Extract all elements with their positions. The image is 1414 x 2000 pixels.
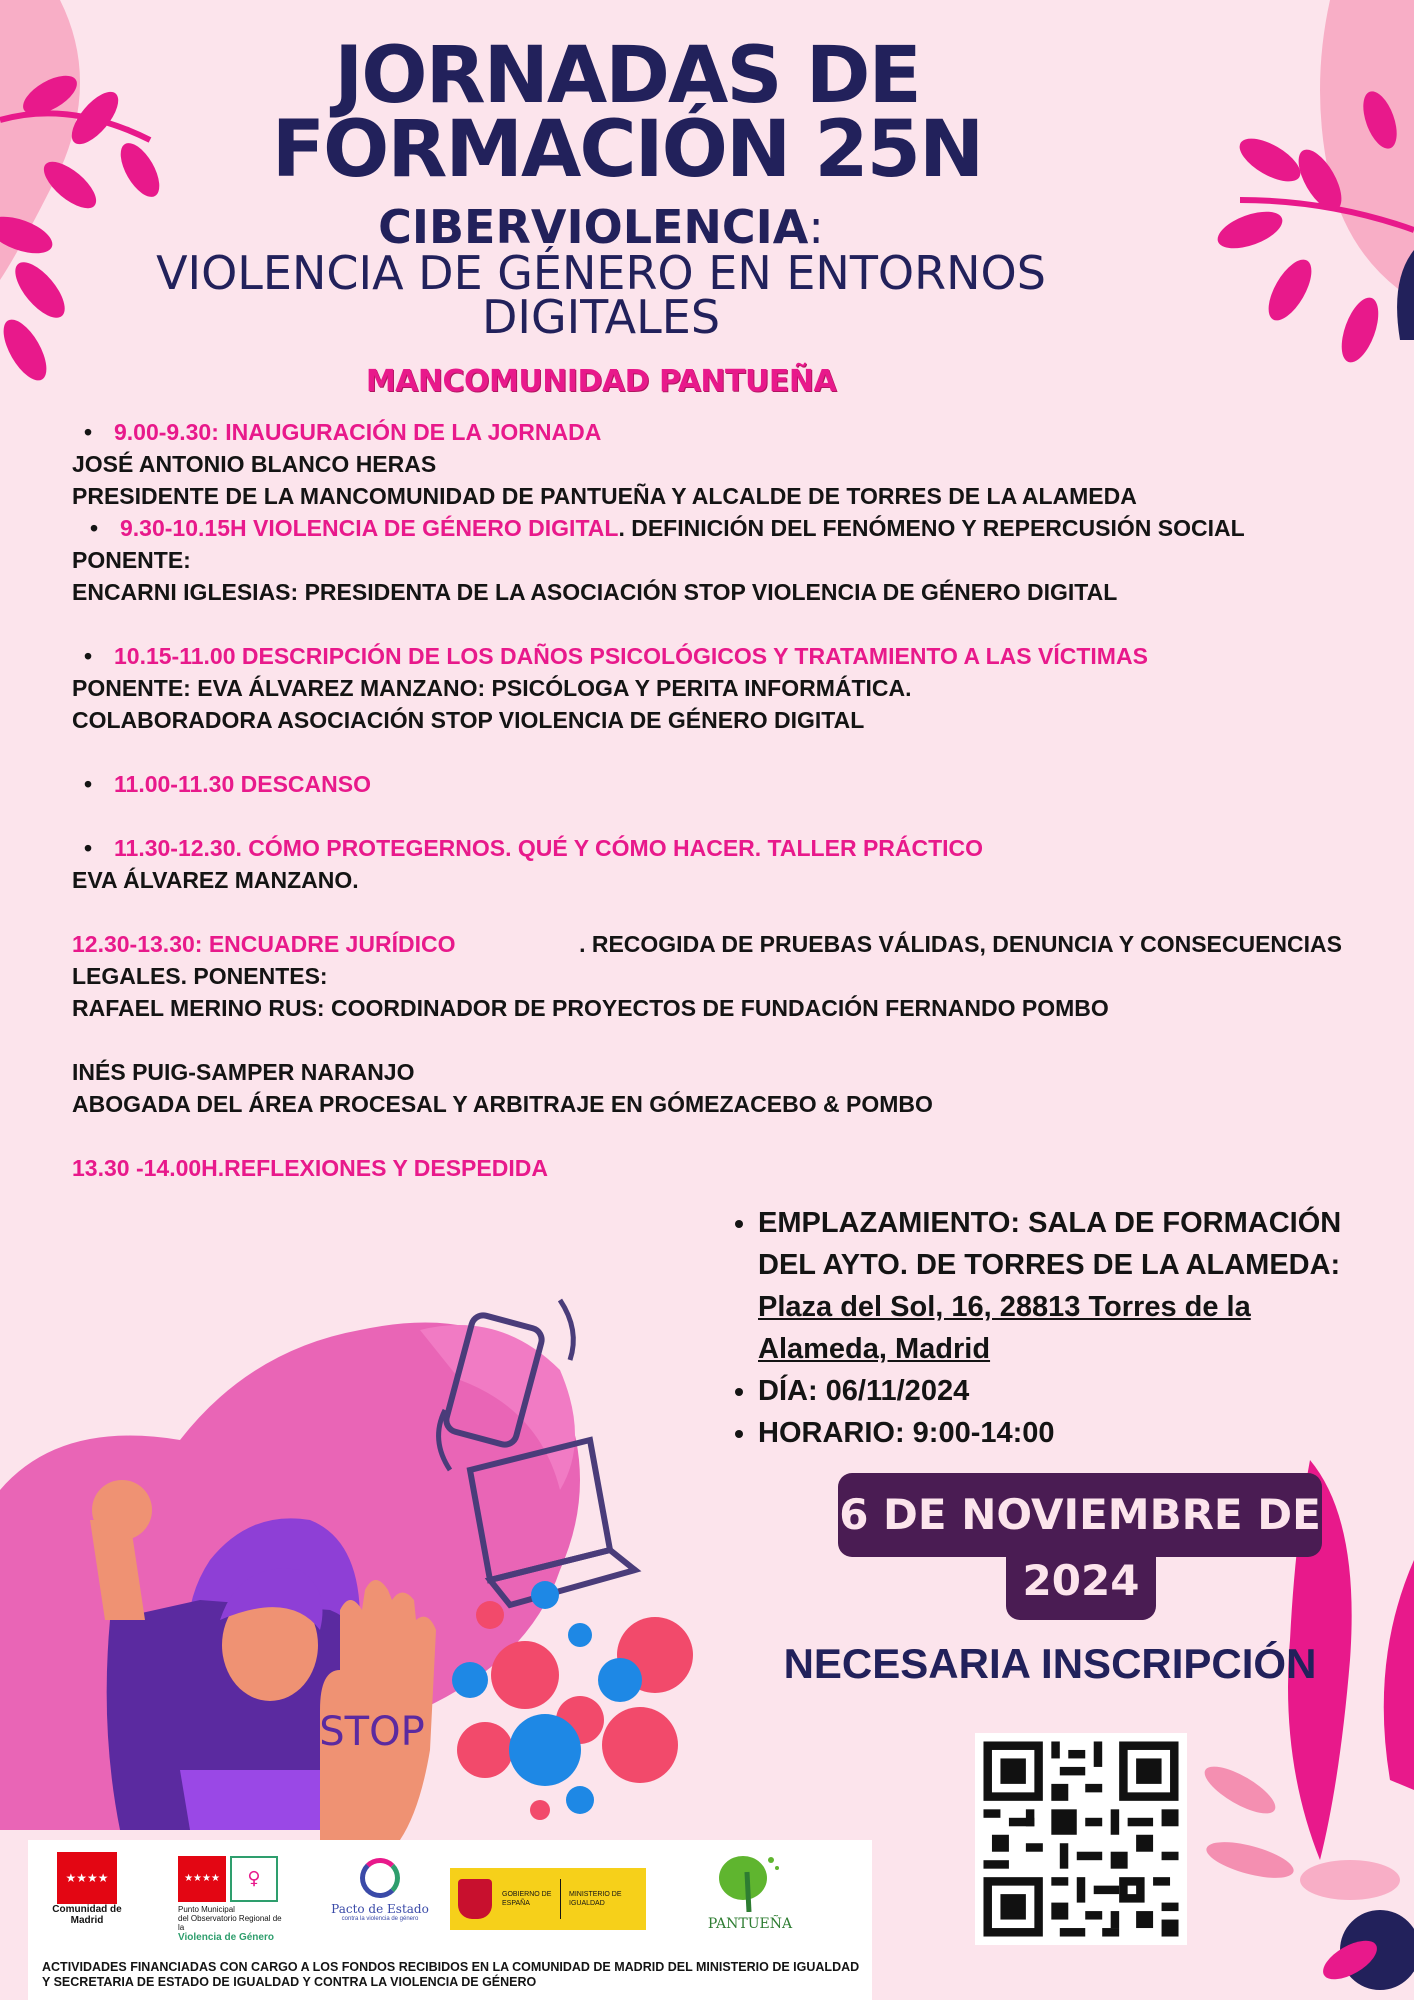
session-5-line-1: EVA ÁLVAREZ MANZANO. xyxy=(72,867,359,893)
session-2-rest: . DEFINICIÓN DEL FENÓMENO Y REPERCUSIÓN SOCIAL xyxy=(618,515,1245,541)
session-1-title: • 9.00-9.30: INAUGURACIÓN DE LA JORNADA xyxy=(114,416,601,448)
subtitle-colon: : xyxy=(808,200,824,254)
hours-item: • HORARIO: 9:00-14:00 xyxy=(758,1412,1350,1454)
pacto-estado-circle-icon xyxy=(360,1858,400,1898)
session-3-line-2: COLABORADORA ASOCIACIÓN STOP VIOLENCIA DE GÉNERO DIGITAL xyxy=(72,707,865,733)
logo-punto-municipal xyxy=(178,1856,288,1943)
location-address-link[interactable]: Plaza del Sol, 16, 28813 Torres de la Alameda, Madrid xyxy=(758,1291,1251,1365)
stop-cyberviolence-illustration xyxy=(0,1190,720,1840)
funding-disclaimer: ACTIVIDADES FINANCIADAS CON CARGO A LOS FONDOS RECIBIDOS EN LA COMUNIDAD DE MADRID DEL MINISTERIO DE IGUALDAD Y SECRETARIA DE ESTADO DE IGUALDAD Y CONTRA LA VIOLENCIA DE GÉNERO xyxy=(42,1960,860,1989)
session-1-line-2: PRESIDENTE DE LA MANCOMUNIDAD DE PANTUEÑA Y ALCALDE DE TORRES DE LA ALAMEDA xyxy=(72,483,1137,509)
session-6-line-3: INÉS PUIG-SAMPER NARANJO xyxy=(72,1059,415,1085)
session-2-line-2: ENCARNI IGLESIAS: PRESIDENTA DE LA ASOCIACIÓN STOP VIOLENCIA DE GÉNERO DIGITAL xyxy=(72,579,1118,605)
session-6-heading xyxy=(72,928,1342,960)
location-item xyxy=(758,1202,1350,1370)
session-3-title: • 10.15-11.00 DESCRIPCIÓN DE LOS DAÑOS PSICOLÓGICOS Y TRATAMIENTO A LAS VÍCTIMAS xyxy=(114,640,1148,672)
session-6-rest: . RECOGIDA DE PRUEBAS VÁLIDAS, DENUNCIA Y CONSECUENCIAS xyxy=(579,931,1342,957)
logo-pacto-estado xyxy=(330,1858,430,1922)
logo-ministerio-text: MINISTERIO DE IGUALDAD xyxy=(569,1891,622,1907)
location-label: EMPLAZAMIENTO: SALA DE FORMACIÓN DEL AYTO. DE TORRES DE LA ALAMEDA: xyxy=(758,1207,1342,1281)
session-2-title: 9.30-10.15H VIOLENCIA DE GÉNERO DIGITAL xyxy=(120,515,619,541)
session-6-title: 12.30-13.30: ENCUADRE JURÍDICO xyxy=(72,931,456,957)
logo-comunidad-madrid xyxy=(50,1852,124,1926)
date-item: • DÍA: 06/11/2024 xyxy=(758,1370,1350,1412)
logo-punto-municipal-line-3: Violencia de Género xyxy=(178,1932,274,1943)
subtitle-line-2: VIOLENCIA DE GÉNERO EN ENTORNOS xyxy=(156,246,1046,300)
program-list xyxy=(72,416,1342,1184)
subtitle-bold: CIBERVIOLENCIA xyxy=(378,200,809,254)
logo-pacto-estado-sub: contra la violencia de género xyxy=(341,1916,419,1922)
logo-punto-municipal-line-1: Punto Municipal xyxy=(178,1905,235,1914)
logo-comunidad-madrid-text: Comunidad de Madrid xyxy=(52,1904,122,1926)
event-info xyxy=(730,1202,1350,1454)
session-6-line-1: LEGALES. PONENTES: xyxy=(72,963,328,989)
madrid-flag-icon: ★★★★ xyxy=(57,1852,117,1904)
session-6-line-2: RAFAEL MERINO RUS: COORDINADOR DE PROYECTOS DE FUNDACIÓN FERNANDO POMBO xyxy=(72,995,1109,1021)
registration-qr-code[interactable] xyxy=(975,1733,1187,1945)
date-banner-line-2: 2024 xyxy=(1006,1542,1156,1620)
session-4-title: • 11.00-11.30 DESCANSO xyxy=(114,768,371,800)
logo-punto-municipal-line-2: del Observatorio Regional de la xyxy=(178,1914,282,1932)
logo-pantuena-text: PANTUEÑA xyxy=(707,1916,793,1932)
stop-hand-text: STOP xyxy=(319,1709,425,1755)
session-6-line-4: ABOGADA DEL ÁREA PROCESAL Y ARBITRAJE EN GÓMEZACEBO & POMBO xyxy=(72,1091,933,1117)
logo-pantuena xyxy=(690,1852,810,1932)
logo-pacto-estado-text: Pacto de Estado xyxy=(331,1902,429,1916)
date-banner-line-1: 6 DE NOVIEMBRE DE xyxy=(838,1473,1322,1557)
observatorio-emblem-icon: ★★★★ ♀ xyxy=(178,1856,288,1902)
session-1-line-1: JOSÉ ANTONIO BLANCO HERAS xyxy=(72,451,437,477)
pantuena-tree-icon xyxy=(715,1852,785,1912)
subtitle-line-1 xyxy=(0,202,1308,252)
spain-coat-of-arms-icon xyxy=(458,1879,492,1919)
logo-gobierno-espana xyxy=(450,1868,646,1930)
logo-gobierno-text: GOBIERNO DE ESPAÑA xyxy=(502,1891,552,1907)
registration-required-text: NECESARIA INSCRIPCIÓN xyxy=(783,1640,1317,1687)
qr-code-icon xyxy=(975,1733,1187,1945)
session-7-title: 13.30 -14.00H.REFLEXIONES Y DESPEDIDA xyxy=(72,1155,548,1181)
organizer-heading: MANCOMUNIDAD PANTUEÑA xyxy=(365,364,837,399)
title-line-1: JORNADAS DE xyxy=(334,31,920,121)
session-3-line-1: PONENTE: EVA ÁLVAREZ MANZANO: PSICÓLOGA Y PERITA INFORMÁTICA. xyxy=(72,675,912,701)
session-5-title: • 11.30-12.30. CÓMO PROTEGERNOS. QUÉ Y CÓMO HACER. TALLER PRÁCTICO xyxy=(114,832,983,864)
title-line-2: FORMACIÓN 25N xyxy=(271,105,983,195)
subtitle-line-3: DIGITALES xyxy=(481,290,721,344)
session-2-line-1: PONENTE: xyxy=(72,547,191,573)
